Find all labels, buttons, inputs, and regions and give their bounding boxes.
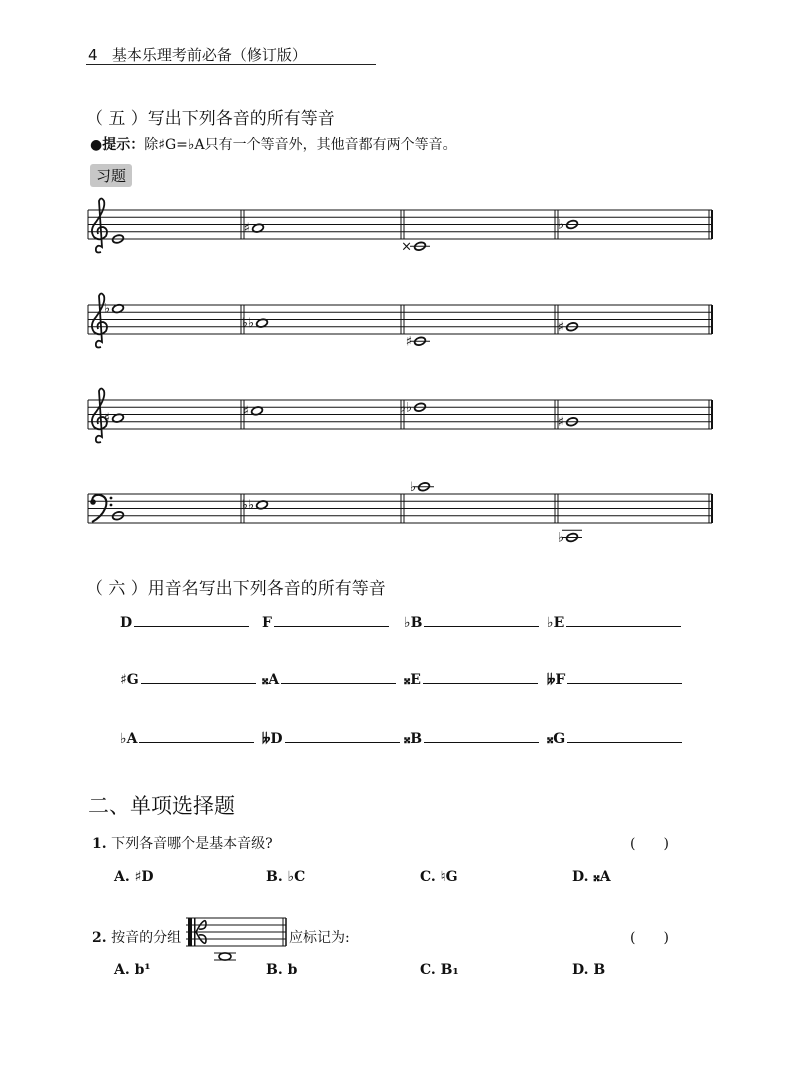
accidental-icon: ♭	[557, 217, 564, 233]
q6-note: ♭A	[120, 731, 138, 747]
q6-item	[262, 671, 396, 688]
answer-line[interactable]	[423, 671, 538, 684]
answer-line[interactable]	[566, 614, 681, 627]
answer-line[interactable]	[424, 730, 539, 743]
answer-line[interactable]	[274, 614, 389, 627]
question-1	[92, 833, 273, 853]
q6-item	[547, 730, 682, 747]
q6-item	[547, 614, 681, 631]
accidental-icon: ×	[401, 239, 412, 255]
q6-item	[404, 730, 539, 747]
whole-note	[104, 302, 124, 317]
q1-option-a[interactable]: A. ♯D	[114, 869, 154, 885]
accidental-icon: ♯	[557, 414, 564, 430]
accidental-icon: ♭	[557, 530, 564, 546]
accidental-icon: ♭♭	[399, 400, 412, 416]
q6-note: 𝄪G	[547, 731, 566, 747]
answer-line[interactable]	[141, 671, 256, 684]
q1-number: 1.	[92, 836, 107, 852]
whole-note	[242, 316, 269, 331]
whole-note	[243, 404, 264, 419]
q2-text-after: 应标记为:	[289, 930, 350, 946]
hint-label: ●提示：	[90, 137, 145, 153]
answer-line[interactable]	[567, 730, 682, 743]
book-title: 基本乐理考前必备（修订版）	[111, 46, 307, 64]
q2-option-a[interactable]: A. b¹	[114, 962, 151, 978]
q6-note: ♭B	[404, 615, 423, 631]
alto-staff	[186, 918, 286, 946]
q2-option-b[interactable]: B. b	[266, 962, 298, 978]
page-number: 4	[88, 46, 98, 64]
whole-note	[410, 480, 434, 495]
q2-text-before: 按音的分组	[111, 930, 182, 946]
whole-note	[558, 530, 582, 545]
ledger-note	[214, 953, 236, 960]
accidental-icon: ♯	[242, 403, 249, 419]
q6-item	[547, 671, 682, 688]
hint-text: 除♯G=♭A只有一个等音外，其他音都有两个等音。	[144, 137, 457, 153]
staff-system	[88, 389, 712, 443]
q6-note: 𝄪B	[404, 731, 423, 747]
treble-clef-icon	[92, 199, 107, 253]
exercise-tag: 习题	[90, 164, 132, 187]
q2-option-c[interactable]: C. B₁	[420, 962, 459, 978]
q1-option-d[interactable]: D. 𝄪A	[572, 869, 611, 885]
q6-note: 𝄫F	[547, 672, 566, 688]
accidental-icon: ♭♭	[241, 497, 254, 513]
whole-note	[242, 498, 269, 513]
answer-line[interactable]	[281, 671, 396, 684]
accidental-icon: ♯	[243, 221, 250, 237]
part2-title: 二、单项选择题	[88, 794, 235, 818]
q6-item	[120, 671, 256, 688]
answer-line[interactable]	[285, 730, 400, 743]
q2-option-d[interactable]: D. B	[572, 962, 606, 978]
accidental-icon: ♭	[409, 479, 416, 495]
accidental-icon: ♯	[103, 411, 110, 427]
accidental-icon: ♭♭	[241, 316, 254, 332]
q6-note: 𝄫D	[262, 731, 283, 747]
answer-line[interactable]	[134, 614, 249, 627]
q6-note: ♭E	[547, 615, 565, 631]
q1-option-b[interactable]: B. ♭C	[266, 869, 306, 885]
accidental-icon: ♯	[557, 319, 564, 335]
q1-answer-parens[interactable]: ( )	[630, 836, 669, 852]
q1-text: 下列各音哪个是基本音级?	[111, 836, 273, 852]
answer-line[interactable]	[424, 614, 539, 627]
q6-note: 𝄪E	[404, 672, 421, 688]
whole-note	[401, 239, 430, 254]
q6-item	[120, 614, 249, 631]
q1-option-c[interactable]: C. ♮G	[420, 869, 458, 885]
section5-title: （ 五 ）写出下列各音的所有等音	[86, 109, 335, 129]
q6-item	[262, 730, 400, 747]
q6-item	[404, 671, 538, 688]
staff-system	[88, 199, 712, 255]
q6-item	[404, 614, 539, 631]
q2-answer-parens[interactable]: ( )	[630, 930, 669, 946]
q6-item	[120, 730, 254, 747]
q6-note: D	[120, 615, 133, 631]
q6-item	[262, 614, 389, 631]
staff-system	[88, 294, 712, 350]
whole-note	[244, 221, 265, 236]
answer-line[interactable]	[567, 671, 682, 684]
q2-number: 2.	[92, 930, 107, 946]
section6-title: （ 六 ）用音名写出下列各音的所有等音	[86, 579, 386, 599]
q6-note: 𝄪A	[262, 672, 280, 688]
accidental-icon: ♭	[103, 301, 110, 317]
q6-note: ♯G	[120, 672, 139, 688]
q6-note: F	[262, 615, 272, 631]
whole-note	[406, 334, 430, 349]
answer-line[interactable]	[139, 730, 254, 743]
staff-system	[88, 480, 712, 546]
whole-note	[104, 411, 125, 426]
accidental-icon: ♯	[405, 334, 412, 350]
